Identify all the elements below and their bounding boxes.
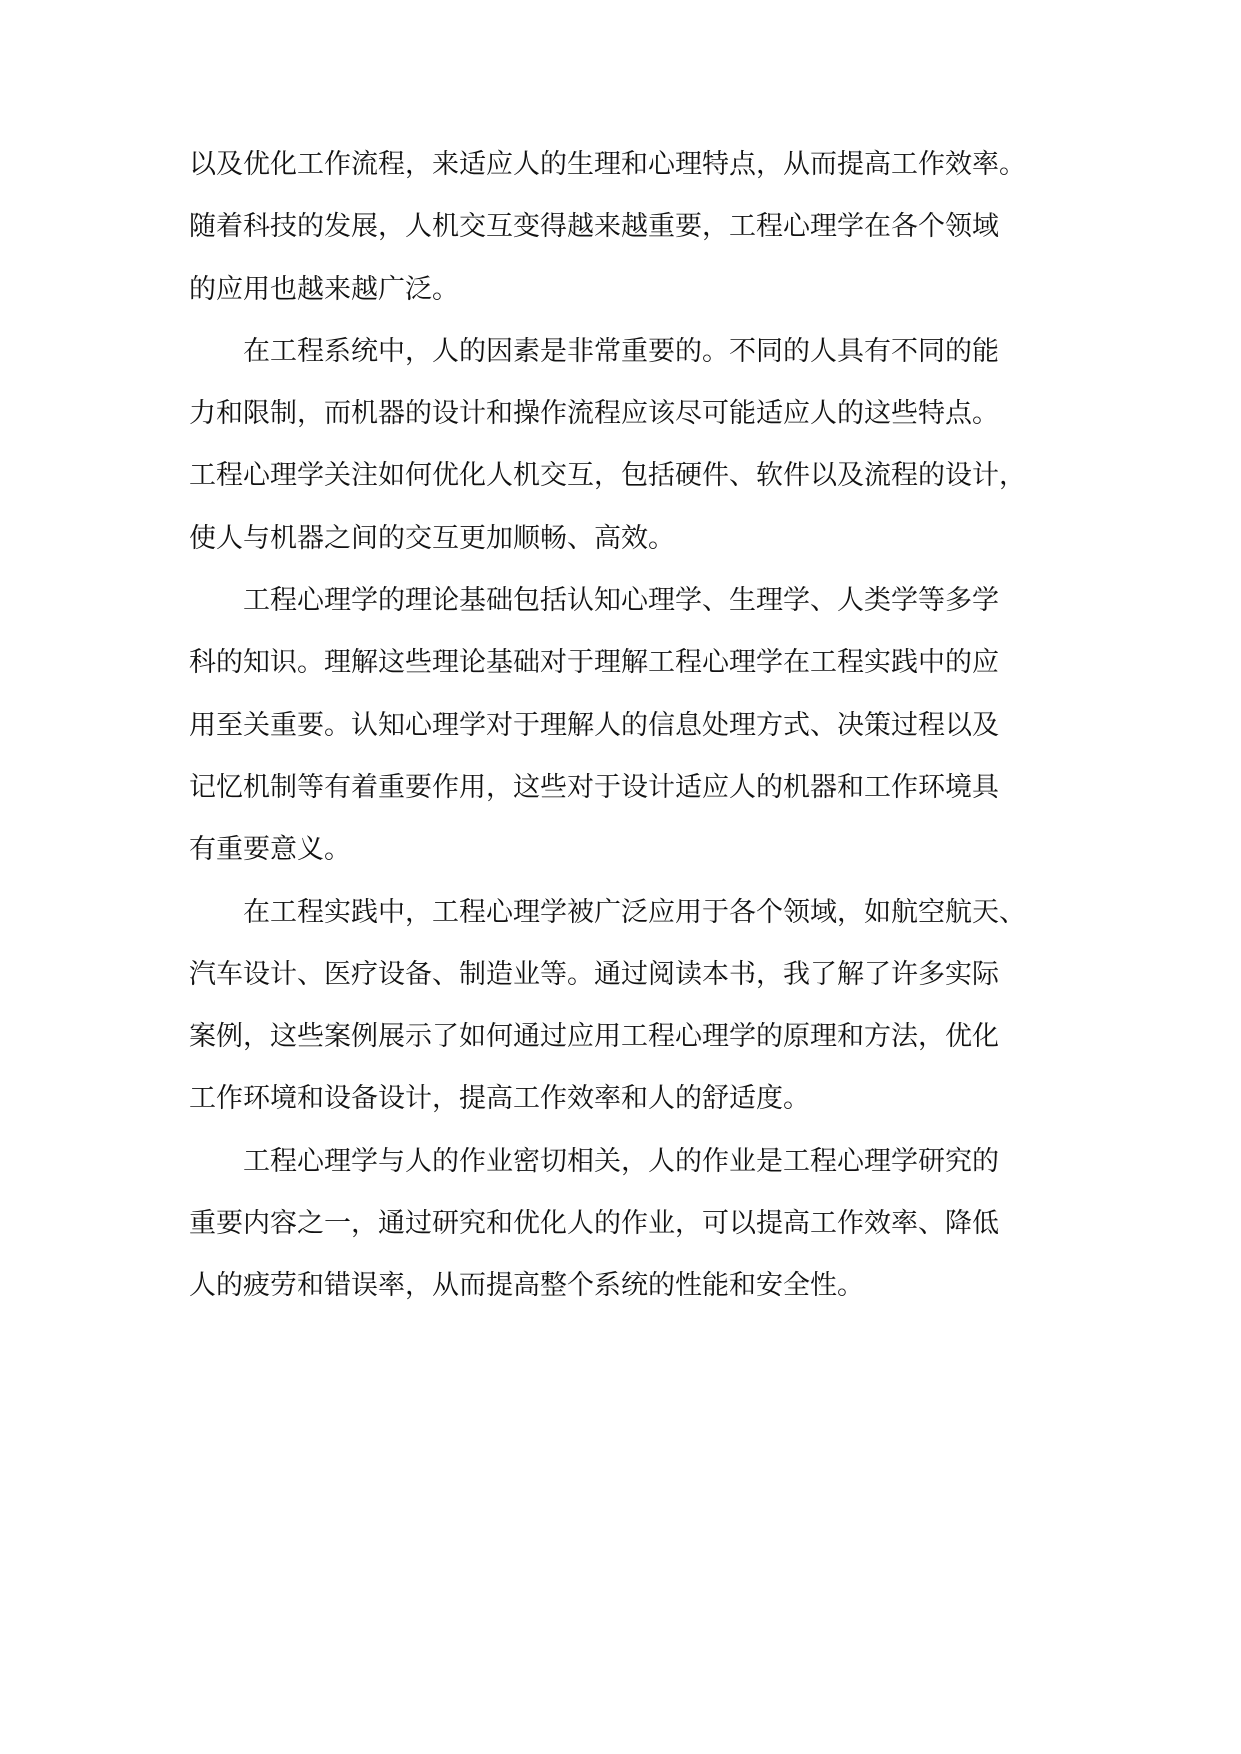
paragraph-line: 科的知识。理解这些理论基础对于理解工程心理学在工程实践中的应 bbox=[189, 647, 999, 679]
paragraph-3 bbox=[189, 570, 1064, 881]
paragraph-line: 的应用也越来越广泛。 bbox=[189, 273, 459, 305]
paragraph-line: 案例，这些案例展示了如何通过应用工程心理学的原理和方法，优化 bbox=[189, 1021, 999, 1053]
paragraph-line: 工程心理学关注如何优化人机交互，包括硬件、软件以及流程的设计， bbox=[189, 460, 1026, 492]
document-body bbox=[189, 134, 1064, 1318]
paragraph-line: 重要内容之一，通过研究和优化人的作业，可以提高工作效率、降低 bbox=[189, 1208, 999, 1240]
paragraph-line: 人的疲劳和错误率，从而提高整个系统的性能和安全性。 bbox=[189, 1270, 864, 1302]
paragraph-line: 记忆机制等有着重要作用，这些对于设计适应人的机器和工作环境具 bbox=[189, 771, 999, 803]
paragraph-line: 力和限制，而机器的设计和操作流程应该尽可能适应人的这些特点。 bbox=[189, 398, 999, 430]
paragraph-line: 用至关重要。认知心理学对于理解人的信息处理方式、决策过程以及 bbox=[189, 709, 999, 741]
paragraph-2 bbox=[189, 321, 1064, 570]
paragraph-line: 有重要意义。 bbox=[189, 834, 351, 866]
paragraph-line: 在工程实践中，工程心理学被广泛应用于各个领域，如航空航天、 bbox=[243, 896, 1026, 928]
paragraph-line: 使人与机器之间的交互更加顺畅、高效。 bbox=[189, 522, 675, 554]
paragraph-line: 在工程系统中，人的因素是非常重要的。不同的人具有不同的能 bbox=[243, 335, 999, 367]
paragraph-line: 工作环境和设备设计，提高工作效率和人的舒适度。 bbox=[189, 1083, 810, 1115]
paragraph-line: 随着科技的发展，人机交互变得越来越重要，工程心理学在各个领域 bbox=[189, 211, 999, 243]
paragraph-line: 工程心理学的理论基础包括认知心理学、生理学、人类学等多学 bbox=[243, 585, 999, 617]
paragraph-line: 工程心理学与人的作业密切相关，人的作业是工程心理学研究的 bbox=[243, 1145, 999, 1177]
paragraph-line: 以及优化工作流程，来适应人的生理和心理特点，从而提高工作效率。 bbox=[189, 149, 1026, 180]
paragraph-line: 汽车设计、医疗设备、制造业等。通过阅读本书，我了解了许多实际 bbox=[189, 958, 999, 990]
paragraph-1 bbox=[189, 134, 1064, 321]
paragraph-5 bbox=[189, 1131, 1064, 1318]
paragraph-4 bbox=[189, 882, 1064, 1131]
